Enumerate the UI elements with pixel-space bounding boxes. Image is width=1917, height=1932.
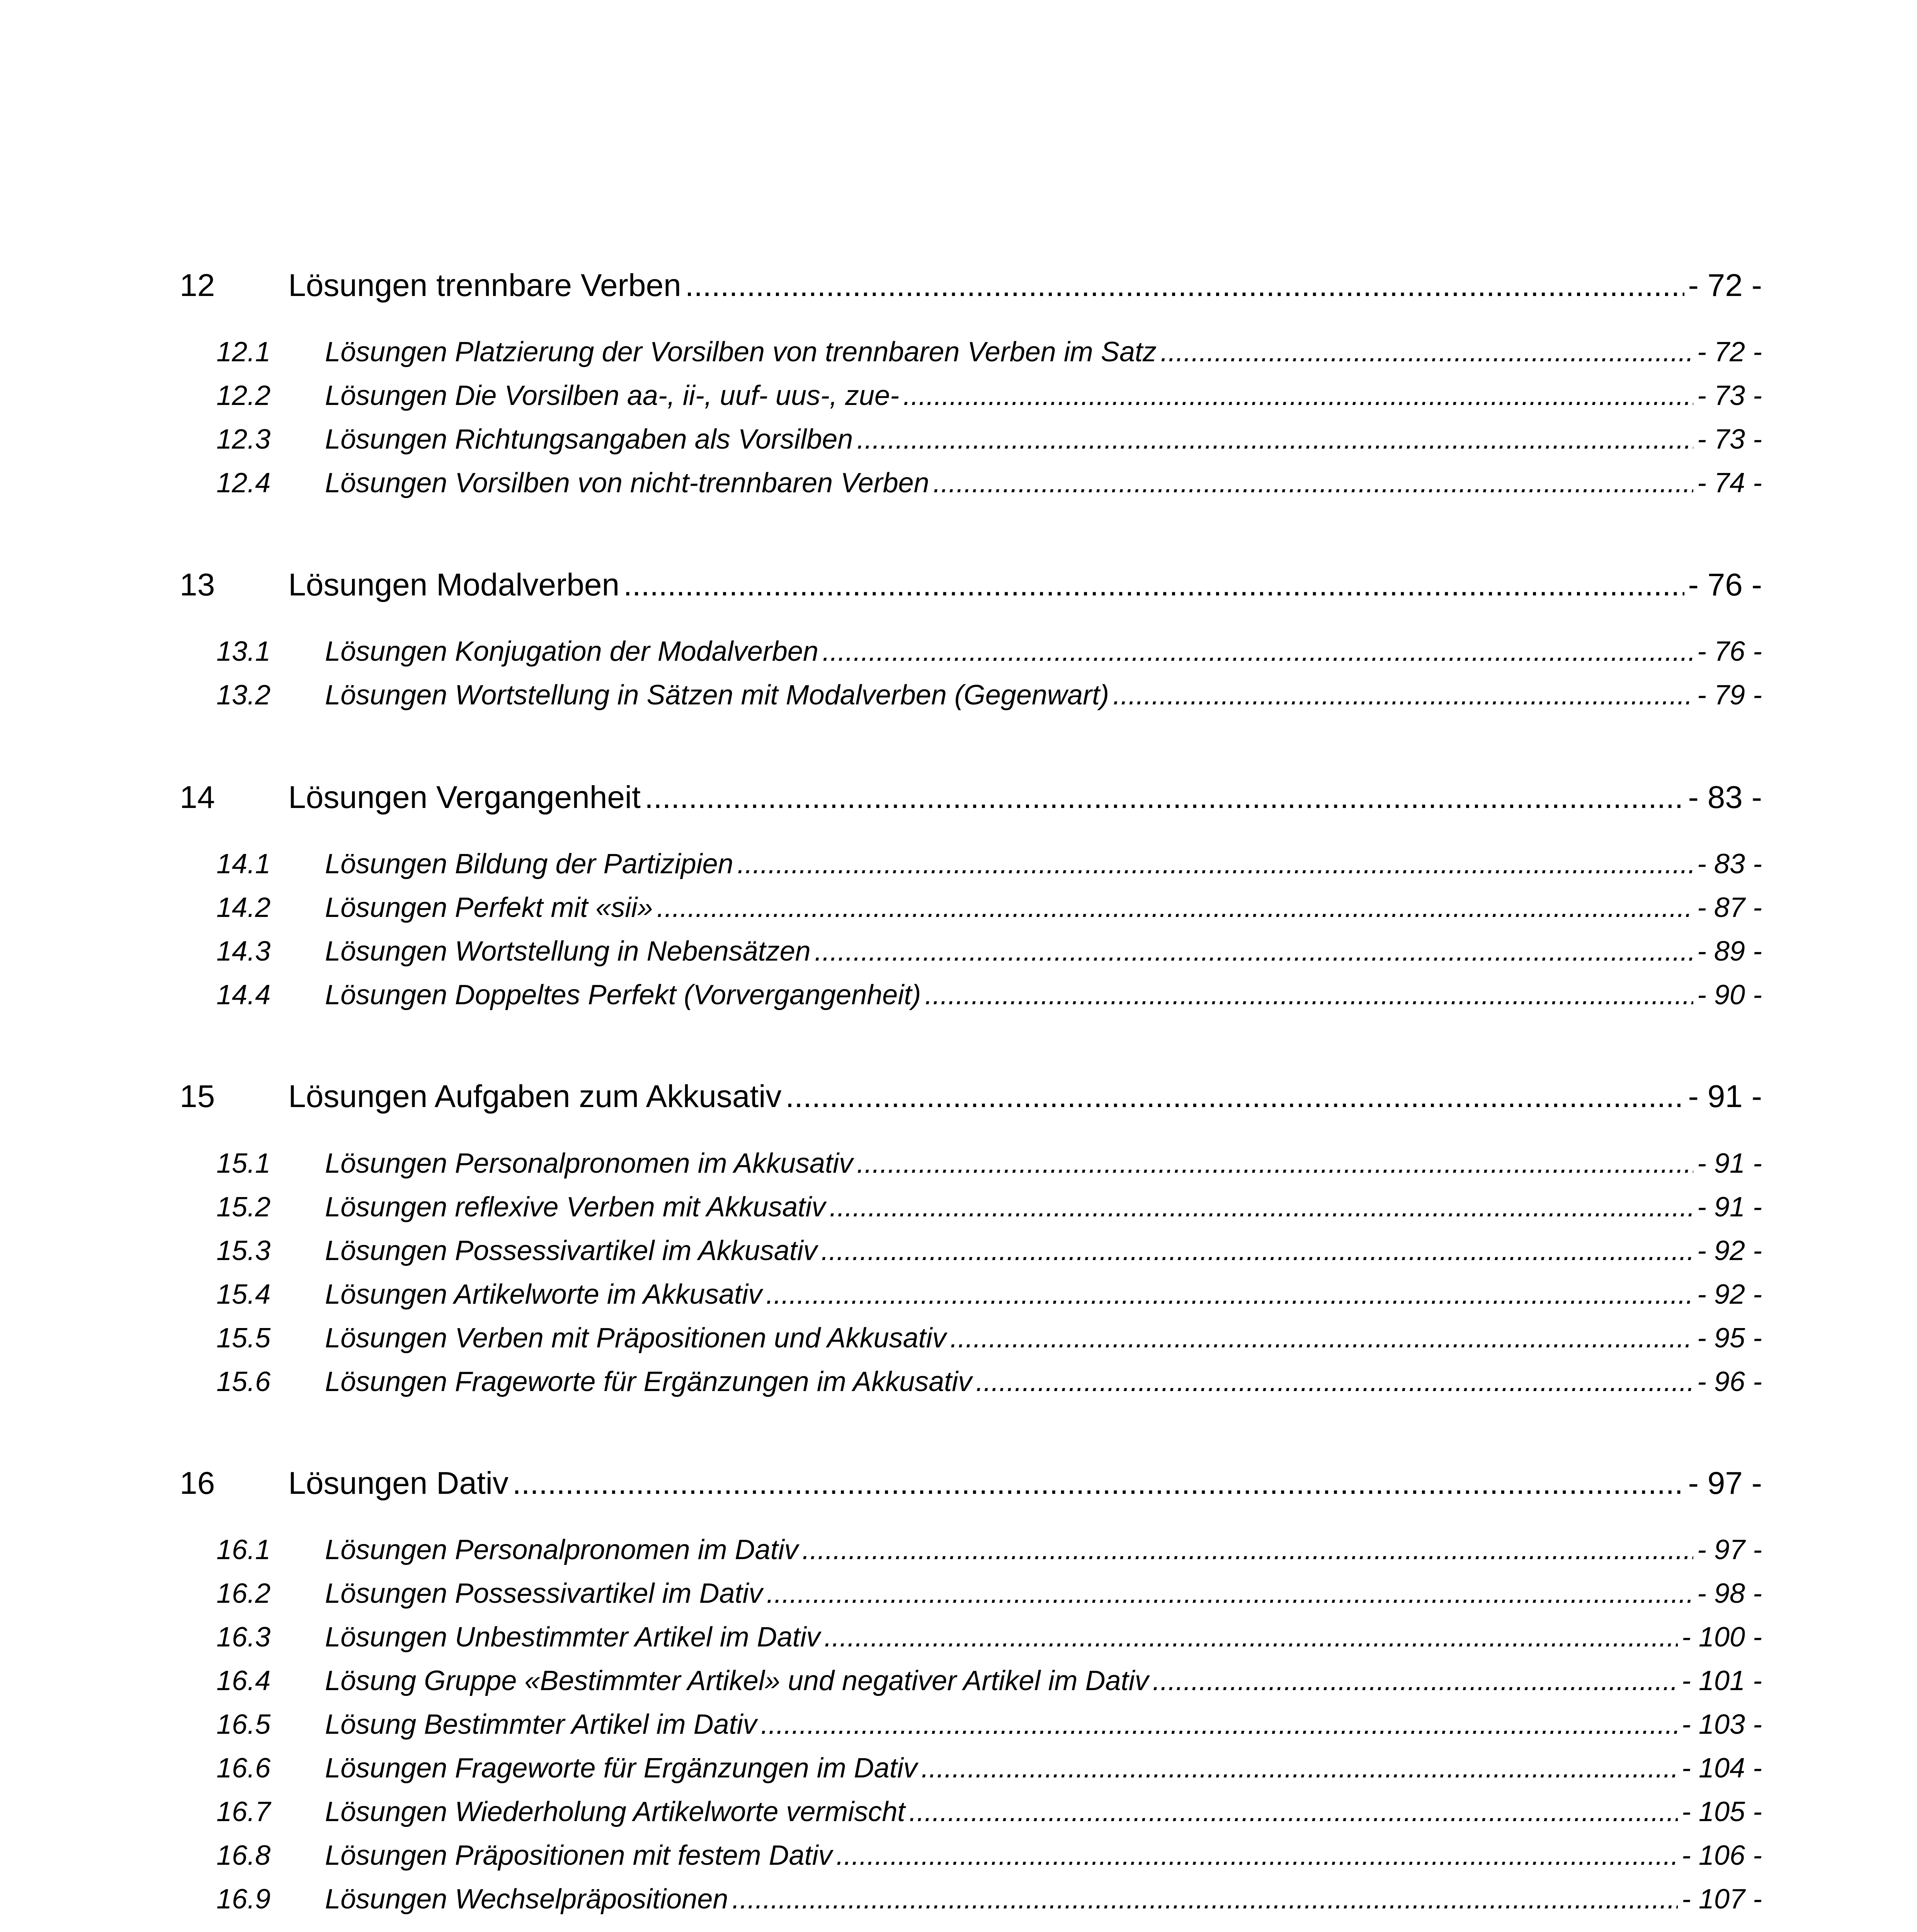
section-title: Lösungen Personalpronomen im Dativ (325, 1534, 798, 1565)
section-title: Lösungen Verben mit Präpositionen und Akkusativ (325, 1323, 946, 1354)
section-page-number: - 100 - (1681, 1622, 1762, 1653)
section-page-number: - 92 - (1697, 1235, 1762, 1266)
chapter-number: 14 (180, 780, 215, 815)
section-number: 12.2 (216, 380, 271, 411)
dot-leader (785, 1078, 1684, 1115)
toc-section-14-3[interactable] (216, 935, 1762, 974)
section-page-number: - 101 - (1681, 1665, 1762, 1696)
section-number: 16.2 (216, 1578, 271, 1609)
section-title: Lösungen Personalpronomen im Akkusativ (325, 1148, 853, 1179)
toc-section-15-4[interactable] (216, 1279, 1762, 1317)
chapter-page-number: - 76 - (1688, 567, 1762, 602)
section-number: 14.1 (216, 849, 271, 879)
section-number: 15.3 (216, 1235, 271, 1266)
dot-leader (821, 1235, 1693, 1267)
toc-section-13-2[interactable] (216, 679, 1762, 718)
section-number: 14.2 (216, 892, 271, 923)
section-page-number: - 97 - (1697, 1534, 1762, 1565)
section-number: 15.5 (216, 1323, 271, 1354)
dot-leader (836, 1840, 1678, 1871)
toc-chapter-16[interactable] (180, 1465, 1762, 1512)
dot-leader (767, 1578, 1693, 1609)
section-number: 16.8 (216, 1840, 271, 1871)
section-number: 16.1 (216, 1534, 271, 1565)
section-title: Lösungen Frageworte für Ergänzungen im Dativ (325, 1753, 917, 1784)
section-title: Lösungen Artikelworte im Akkusativ (325, 1279, 762, 1310)
chapter-page-number: - 72 - (1688, 268, 1762, 303)
section-number: 12.4 (216, 468, 271, 498)
section-page-number: - 105 - (1681, 1796, 1762, 1827)
section-title: Lösungen Wortstellung in Sätzen mit Modalverben (Gegenwart) (325, 680, 1109, 711)
section-title: Lösungen Perfekt mit «sii» (325, 892, 653, 923)
section-number: 15.6 (216, 1366, 271, 1397)
toc-section-12-3[interactable] (216, 423, 1762, 462)
dot-leader (921, 1752, 1678, 1784)
section-title: Lösungen Bildung der Partizipien (325, 849, 733, 879)
section-page-number: - 76 - (1697, 636, 1762, 667)
toc-section-15-3[interactable] (216, 1235, 1762, 1274)
section-page-number: - 79 - (1697, 680, 1762, 711)
toc-section-13-1[interactable] (216, 636, 1762, 674)
dot-leader (802, 1534, 1693, 1566)
toc-chapter-14[interactable] (180, 779, 1762, 826)
section-number: 14.3 (216, 936, 271, 967)
section-page-number: - 104 - (1681, 1753, 1762, 1784)
dot-leader (815, 935, 1693, 967)
section-title: Lösungen Wechselpräpositionen (325, 1884, 728, 1915)
dot-leader (903, 380, 1693, 412)
section-number: 15.2 (216, 1192, 271, 1223)
dot-leader (822, 636, 1693, 667)
section-title: Lösungen Konjugation der Modalverben (325, 636, 818, 667)
section-title: Lösungen Possessivartikel im Dativ (325, 1578, 763, 1609)
toc-section-15-5[interactable] (216, 1322, 1762, 1361)
dot-leader (1153, 1665, 1678, 1697)
dot-leader (1113, 679, 1693, 711)
chapter-title: Lösungen Dativ (288, 1466, 509, 1501)
section-number: 16.7 (216, 1796, 271, 1827)
section-number: 13.1 (216, 636, 271, 667)
dot-leader (909, 1796, 1677, 1828)
toc-chapter-12[interactable] (180, 267, 1762, 314)
toc-section-16-4[interactable] (216, 1665, 1762, 1704)
section-number: 16.3 (216, 1622, 271, 1653)
section-number: 15.4 (216, 1279, 271, 1310)
dot-leader (685, 267, 1684, 304)
toc-section-14-2[interactable] (216, 892, 1762, 930)
dot-leader (761, 1709, 1678, 1740)
toc-section-15-1[interactable] (216, 1148, 1762, 1186)
section-page-number: - 106 - (1681, 1840, 1762, 1871)
chapter-number: 12 (180, 268, 215, 303)
section-title: Lösungen Wortstellung in Nebensätzen (325, 936, 811, 967)
dot-leader (950, 1322, 1693, 1354)
section-number: 16.5 (216, 1709, 271, 1740)
dot-leader (657, 892, 1693, 923)
toc-section-14-4[interactable] (216, 979, 1762, 1018)
dot-leader (623, 567, 1684, 603)
chapter-number: 15 (180, 1079, 215, 1114)
toc-chapter-15[interactable] (180, 1078, 1762, 1125)
dot-leader (737, 848, 1693, 880)
section-title: Lösungen Wiederholung Artikelworte vermischt (325, 1796, 905, 1827)
toc-section-16-2[interactable] (216, 1578, 1762, 1616)
section-page-number: - 91 - (1697, 1192, 1762, 1223)
chapter-number: 16 (180, 1466, 215, 1501)
chapter-title: Lösungen trennbare Verben (288, 268, 681, 303)
section-title: Lösungen Frageworte für Ergänzungen im Akkusativ (325, 1366, 972, 1397)
section-number: 16.6 (216, 1753, 271, 1784)
toc-section-12-1[interactable] (216, 336, 1762, 375)
section-title: Lösungen Die Vorsilben aa-, ii-, uuf- uus-, zue- (325, 380, 900, 411)
dot-leader (829, 1191, 1693, 1223)
section-number: 12.1 (216, 337, 271, 367)
dot-leader (1160, 336, 1693, 368)
dot-leader (512, 1465, 1684, 1502)
section-number: 14.4 (216, 980, 271, 1010)
section-title: Lösungen Platzierung der Vorsilben von trennbaren Verben im Satz (325, 337, 1157, 367)
toc-section-12-4[interactable] (216, 467, 1762, 506)
toc-chapter-13[interactable] (180, 567, 1762, 613)
dot-leader (976, 1366, 1693, 1398)
section-page-number: - 90 - (1697, 980, 1762, 1010)
section-title: Lösungen Vorsilben von nicht-trennbaren Verben (325, 468, 929, 498)
section-page-number: - 73 - (1697, 424, 1762, 455)
chapter-number: 13 (180, 567, 215, 602)
section-page-number: - 96 - (1697, 1366, 1762, 1397)
section-title: Lösungen reflexive Verben mit Akkusativ (325, 1192, 826, 1223)
section-title: Lösungen Präpositionen mit festem Dativ (325, 1840, 832, 1871)
dot-leader (857, 1148, 1693, 1179)
chapter-page-number: - 83 - (1688, 780, 1762, 815)
dot-leader (933, 467, 1693, 499)
section-number: 13.2 (216, 680, 271, 711)
section-page-number: - 83 - (1697, 849, 1762, 879)
toc-section-16-8[interactable] (216, 1840, 1762, 1878)
dot-leader (925, 979, 1693, 1011)
toc-section-16-9[interactable] (216, 1883, 1762, 1922)
section-page-number: - 107 - (1681, 1884, 1762, 1915)
section-page-number: - 72 - (1697, 337, 1762, 367)
section-title: Lösungen Richtungsangaben als Vorsilben (325, 424, 853, 455)
dot-leader (645, 779, 1684, 816)
toc-section-16-1[interactable] (216, 1534, 1762, 1573)
chapter-title: Lösungen Vergangenheit (288, 780, 641, 815)
chapter-title: Lösungen Modalverben (288, 567, 620, 602)
section-number: 16.4 (216, 1665, 271, 1696)
toc-section-16-3[interactable] (216, 1621, 1762, 1660)
section-page-number: - 74 - (1697, 468, 1762, 498)
section-title: Lösung Bestimmter Artikel im Dativ (325, 1709, 757, 1740)
dot-leader (857, 423, 1693, 455)
dot-leader (824, 1621, 1678, 1653)
section-title: Lösungen Doppeltes Perfekt (Vorvergangenheit) (325, 980, 921, 1010)
toc-section-12-2[interactable] (216, 380, 1762, 418)
section-page-number: - 89 - (1697, 936, 1762, 967)
toc-section-16-6[interactable] (216, 1752, 1762, 1791)
chapter-page-number: - 97 - (1688, 1466, 1762, 1501)
section-title: Lösungen Possessivartikel im Akkusativ (325, 1235, 817, 1266)
section-title: Lösung Gruppe «Bestimmter Artikel» und negativer Artikel im Dativ (325, 1665, 1149, 1696)
section-page-number: - 87 - (1697, 892, 1762, 923)
toc-section-16-5[interactable] (216, 1709, 1762, 1747)
section-page-number: - 73 - (1697, 380, 1762, 411)
section-page-number: - 98 - (1697, 1578, 1762, 1609)
chapter-page-number: - 91 - (1688, 1079, 1762, 1114)
section-page-number: - 103 - (1681, 1709, 1762, 1740)
toc-section-15-2[interactable] (216, 1191, 1762, 1230)
chapter-title: Lösungen Aufgaben zum Akkusativ (288, 1079, 782, 1114)
section-title: Lösungen Unbestimmter Artikel im Dativ (325, 1622, 820, 1653)
toc-section-14-1[interactable] (216, 848, 1762, 887)
section-number: 16.9 (216, 1884, 271, 1915)
dot-leader (766, 1279, 1693, 1310)
toc-section-16-7[interactable] (216, 1796, 1762, 1835)
section-number: 12.3 (216, 424, 271, 455)
section-page-number: - 92 - (1697, 1279, 1762, 1310)
dot-leader (732, 1883, 1678, 1915)
section-page-number: - 91 - (1697, 1148, 1762, 1179)
section-number: 15.1 (216, 1148, 271, 1179)
section-page-number: - 95 - (1697, 1323, 1762, 1354)
toc-section-15-6[interactable] (216, 1366, 1762, 1405)
